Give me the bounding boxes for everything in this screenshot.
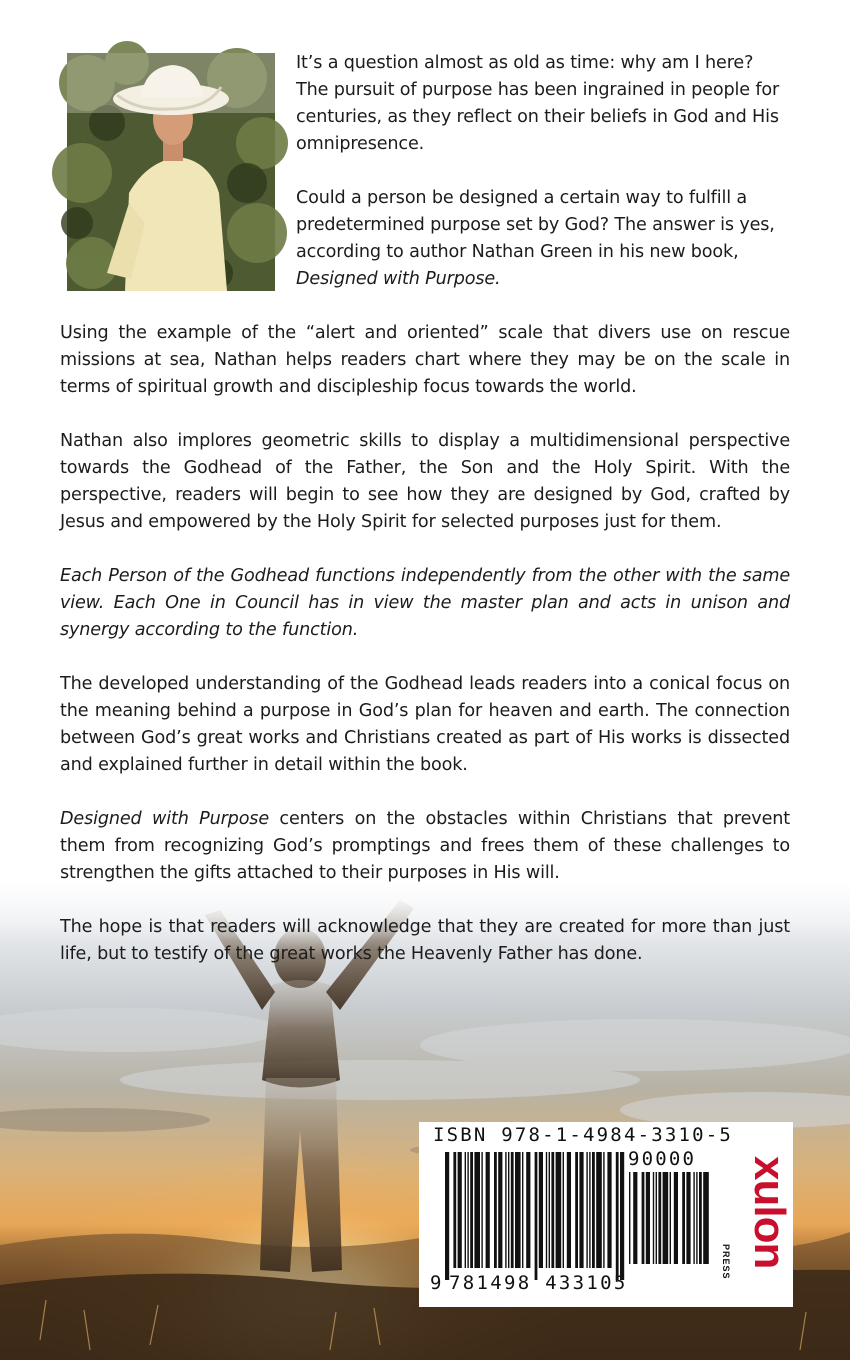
barcode-bar [467, 1152, 468, 1268]
barcode-bar [505, 1152, 506, 1268]
barcode-bar [620, 1152, 624, 1280]
barcode-bar [693, 1172, 694, 1264]
back-cover-copy [60, 50, 790, 968]
barcode-bar [481, 1152, 482, 1268]
barcode-bar [522, 1152, 523, 1268]
barcode-bar [686, 1172, 690, 1264]
barcode-bar [563, 1152, 564, 1268]
intro-paragraph-2 [296, 185, 790, 293]
barcode-bar [551, 1152, 554, 1268]
barcode-bar [498, 1152, 502, 1268]
barcode-bar [696, 1172, 697, 1264]
isbn-barcode-block [419, 1122, 793, 1307]
barcode-bar [526, 1152, 530, 1268]
intro-paragraph-1: It’s a question almost as old as time: why am I here? The pursuit of purpose has been ingrained in people for centuries, as they reflect on their beliefs in God and His omnipresence. [296, 53, 780, 154]
svg-text:PRESS: PRESS [721, 1244, 731, 1280]
paragraph-7 [60, 806, 790, 887]
ean-digits: 781498 433105 [449, 1272, 628, 1294]
barcode-bar [535, 1152, 538, 1280]
xulon-press-logo [715, 1150, 794, 1290]
barcode-bar [607, 1152, 611, 1268]
barcode-bar [703, 1172, 709, 1264]
barcode-bar [515, 1152, 521, 1268]
isbn-label: ISBN 978-1-4984-3310-5 [433, 1124, 734, 1146]
barcode-bar [653, 1172, 654, 1264]
addon-barcode [629, 1172, 709, 1276]
book-title-italic-2: Designed with Purpose [60, 809, 269, 829]
ean-first-digit: 9 [430, 1272, 442, 1294]
barcode-bar [458, 1152, 462, 1268]
barcode-bar [445, 1152, 449, 1280]
barcode-bar [575, 1152, 578, 1268]
svg-text:xulon: xulon [745, 1156, 794, 1269]
barcode-bar [579, 1152, 583, 1268]
barcode-bar [646, 1172, 650, 1264]
barcode-bar [465, 1152, 466, 1268]
barcode-bar [494, 1152, 497, 1268]
barcode-bar [616, 1152, 619, 1280]
barcode-bar [674, 1172, 678, 1264]
barcode-bar [486, 1152, 490, 1268]
barcode-bar [663, 1172, 669, 1264]
closing-paragraph: The hope is that readers will acknowledge that they are created for more than just life, but to testify of the great works the Heavenly Father has done. [60, 917, 790, 964]
ean-barcode [445, 1152, 623, 1280]
paragraph-7-text: centers on the obstacles within Christians that prevent them from recognizing God’s promptings and frees them of these challenges to strengthen the gifts attached to their purposes in His will. [60, 809, 790, 883]
paragraph-6: The developed understanding of the Godhead leads readers into a conical focus on the meaning behind a purpose in God’s plan for heaven and earth. The connection between God’s great works and Christians created as part of His works is dissected and explained further in detail within the book. [60, 674, 790, 775]
paragraph-3: Using the example of the “alert and oriented” scale that divers use on rescue missions at sea, Nathan helps readers chart where they may be on the scale in terms of spiritual growth and discipleship focus towards the world. [60, 323, 790, 397]
barcode-bar [658, 1172, 661, 1264]
paragraph-4: Nathan also implores geometric skills to display a multidimensional perspective towards the Godhead of the Father, the Son and the Holy Spirit. With the perspective, readers will begin to see how they are designed by God, crafted by Jesus and empowered by the Holy Spirit for selected purposes just for them. [60, 431, 790, 532]
barcode-bar [474, 1152, 480, 1268]
barcode-bar [511, 1152, 514, 1268]
book-title-italic: Designed with Purpose. [296, 269, 501, 289]
barcode-bar [453, 1152, 456, 1268]
barcode-bar [633, 1172, 637, 1264]
price-code: 90000 [628, 1148, 697, 1170]
barcode-bar [603, 1152, 604, 1268]
barcode-bar [670, 1172, 671, 1264]
barcode-bar [589, 1152, 590, 1268]
barcode-bar [596, 1152, 602, 1268]
barcode-bar [470, 1152, 473, 1268]
barcode-bar [586, 1152, 587, 1268]
barcode-bar [539, 1152, 543, 1268]
barcode-bar [546, 1152, 547, 1268]
barcode-bar [642, 1172, 645, 1264]
barcode-bar [682, 1172, 685, 1264]
barcode-bar [656, 1172, 657, 1264]
barcode-bar [699, 1172, 702, 1264]
barcode-bar [592, 1152, 595, 1268]
barcode-bar [556, 1152, 562, 1268]
barcode-bar [629, 1172, 630, 1264]
barcode-bar [549, 1152, 550, 1268]
italic-quote-paragraph: Each Person of the Godhead functions independently from the other with the same view. Each One in Council has in view the master plan and acts in unison and synergy according to the function. [60, 566, 790, 640]
barcode-bar [567, 1152, 571, 1268]
paragraph-2-text: Could a person be designed a certain way to fulfill a predetermined purpose set by God? The answer is yes, according to author Nathan Green in his new book, [296, 188, 775, 262]
barcode-bar [508, 1152, 509, 1268]
